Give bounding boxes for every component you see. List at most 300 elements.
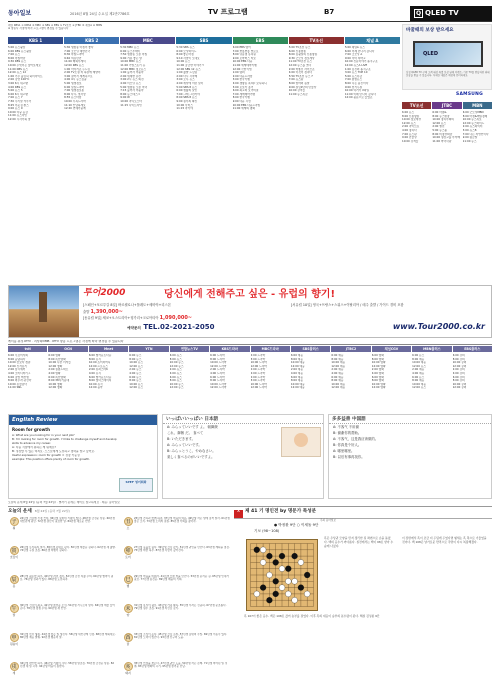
program-row: 4:00 이것이 정치다 [288, 71, 313, 75]
tv-image [413, 41, 483, 67]
program-row: 10:00 드라마 [210, 361, 227, 365]
program-row: 4:00 영화 [371, 371, 384, 375]
channel-header: MBC드라마 [251, 346, 290, 352]
program-row: 7:00 그래 그런거야 [176, 92, 200, 96]
program-row: 12:00 영화 [48, 386, 63, 390]
tower-shape [39, 292, 47, 322]
channel-column [89, 346, 128, 412]
program-row: 9:00 뉴스 9 [8, 107, 23, 111]
program-row: 8:00 다시, 첫사랑 [64, 92, 86, 96]
board-title: 기보 (98~108) [254, 529, 280, 534]
program-row: 6:00 예능 [331, 375, 344, 379]
banner-right-text: [서유럽 10일] 영국+프랑스+스위스+이탈리아 / 매주 출발 / 가이드 경비 포함 [291, 303, 404, 307]
program-row: 5:30 생방송 아침이 좋다 [64, 46, 94, 49]
program-row: 5:00 생생정보 [64, 81, 82, 85]
program-row: 10:00 다큐 공감 [8, 110, 28, 114]
program-row: 7:00 세계테마기행 [232, 92, 256, 96]
program-row: 12:00 드라마 [210, 386, 227, 390]
price-1: 1,390,000~ [90, 309, 123, 315]
program-row: 7:30 우리말 겨루기 [8, 99, 32, 103]
zodiac-icon: 辰 [11, 577, 17, 583]
program-row: 10:00 영화 [371, 382, 386, 386]
program-row: 6:00 엠카운트다운 [88, 354, 112, 357]
program-row: 6:00 뉴스 [129, 354, 142, 357]
program-row: 8:00 38사기동대 [48, 379, 70, 383]
black-stone [254, 547, 260, 553]
program-row: 8:00 뉴스 [169, 357, 182, 361]
program-row: 6:00 굿모닝MBN [462, 111, 484, 114]
footer-strip: 오늘의 운세 8월 24일 (음력 7월 22일) · 별자리 운세는 재미로 참고하세요 · 제공: 동아일보 [8, 501, 492, 507]
black-stone [279, 553, 285, 559]
horoscope-text: 31년생 휴식이 필요. 43년생 가족 화목. 55년생 투자는 신중히. 67년생 순조롭다. 79년생 실수 조심. 91년생 자신감 갖기. [134, 604, 227, 611]
program-row: 8:00 영화 [371, 357, 384, 361]
program-row: 6:00 예능 [331, 354, 344, 357]
channel-header: TV조선 [402, 102, 431, 109]
zodiac-icon: 未 [125, 606, 131, 612]
program-row: 6:00 뉴스투데이 [120, 49, 141, 53]
program-row: 8:00 싸우자 귀신아 [8, 379, 32, 383]
zodiac-icon: 申 [11, 635, 17, 641]
program-row: 10:00 뉴스 [169, 382, 184, 386]
program-row: 7:50 생방송 오늘 아침 [120, 53, 148, 57]
horoscope-text: 33년생 소식이 온다. 45년생 건강 주의. 57년생 뜻밖의 수입. 69년생 이동수 있다. 81년생 노력이 빛난다. 93년생 친구의 도움. [134, 633, 228, 640]
white-stone [285, 578, 291, 584]
channel-header: KBS드라마 [210, 346, 249, 352]
zodiac-badge [8, 633, 20, 660]
black-stone [304, 572, 310, 578]
program-row: 2:00 예능 [290, 368, 303, 372]
program-row: 8:00 예능 [412, 379, 425, 383]
program-row: 5:00 로보카 폴리 [232, 85, 254, 89]
program-row: 8:00 예능 [331, 379, 344, 383]
channel-column [402, 102, 431, 143]
english-sub: Room for growth [12, 427, 51, 432]
program-row: 10:00 무엇이든 물어보세요 [8, 63, 41, 67]
zodiac-name: 돼지 [125, 671, 131, 675]
program-row: 5:00 뉴스 5 [8, 89, 23, 93]
horoscope-item [122, 662, 230, 689]
program-row: 8:00 뉴스 [129, 357, 142, 361]
program-row: 12:00 신서유기 [8, 364, 27, 368]
program-row: 12:00 예능 [290, 364, 305, 368]
program-row: 10:00 쇼미더머니 [88, 361, 111, 365]
program-row: 12:00 강의 [452, 364, 467, 368]
program-row: 2:00 뉴스파이터 [462, 125, 483, 129]
lesson-line: B: みらっとうこ、やめなさい。 [167, 449, 216, 453]
program-row: 6:00 드라마 [250, 354, 266, 357]
program-row: 8:00 아침마당 [8, 56, 26, 60]
price-2: 1,090,000~ [159, 315, 192, 321]
q-logo-icon: Q [415, 10, 422, 17]
zodiac-icon: 酉 [125, 635, 131, 641]
program-row: 6:00 아침& [432, 111, 447, 114]
program-row: 8:00 예능 [290, 357, 303, 361]
program-row: 8:00 한국기행 [232, 96, 250, 100]
program-row: 9:40 여유만만 [64, 56, 82, 60]
program-row: 10:00 영화 [371, 361, 386, 365]
program-row: 7:00 종합뉴스 [344, 78, 363, 82]
baduk-title: 제 41 기 명인전 by 명문가 특성분 [245, 509, 317, 514]
lesson-line: A: 다음 직장에서 원하는 게 뭐예요? [12, 446, 56, 449]
broadcast-schedule [8, 37, 400, 283]
program-row: 10:00 드라마 [210, 382, 227, 386]
program-row: 9:00 기분 좋은 날 [120, 56, 142, 60]
program-row: 9:00 질투의 화신 [176, 99, 198, 103]
zodiac-name: 닭 [126, 642, 130, 646]
program-row: 10:00 예능 [290, 361, 305, 365]
program-row: 4:00 영화 [48, 371, 61, 375]
zodiac-badge [8, 575, 20, 602]
horoscope-text: 29년생 마음을 비워라. 41년생 오랜 벗을 만난다. 53년생 문서운 길. 65년생 인내가 필요. 77년생 승진운. 89년생 배움의 기회. [134, 575, 229, 582]
horoscope-item [8, 546, 116, 573]
program-row: 3:00 2시 뉴스 외전 [120, 78, 144, 82]
tour-logo: 투어2000 [83, 288, 126, 298]
horoscope-head [8, 509, 230, 517]
horoscope-item [122, 517, 230, 544]
program-row: 10:00 혼술남녀 [8, 382, 27, 386]
program-row: 12:00 시사기획 창 [8, 117, 31, 121]
program-row: 5:30 MBC 뉴스 [120, 46, 140, 49]
program-row: 1:00 출발 드림팀 [176, 71, 198, 75]
program-row: 9:30 KBS 뉴스 [8, 60, 27, 64]
program-row: 4:00 생방송 톡!톡! 보니하니 [232, 81, 267, 85]
program-row: 8:00 김광일의 신통방통 [288, 53, 318, 57]
japanese-head: いっぱいいっぱい 日本語 [163, 415, 323, 424]
channel-column [210, 346, 249, 412]
channel-header: KBS 2 [64, 37, 119, 44]
program-row: 5:00 생방송 오늘 저녁 [120, 85, 148, 89]
lesson-line: B: I'm looking for room for growth. I'd like to challenge myself and develop [12, 438, 117, 441]
program-row: 2:00 영화 [371, 368, 384, 372]
program-row: 12:00 영화 [48, 364, 63, 368]
channel-column [463, 102, 492, 143]
program-row: 6:00 최고의 요리비결 [232, 89, 259, 93]
program-row: 10:00 신문이야기 돌직구쇼 [344, 60, 378, 64]
program-row: 10:00 강적들 [402, 139, 419, 143]
program-row: 4:00 세상에 이런 일이 [176, 81, 204, 85]
baduk-head [234, 509, 492, 519]
white-stone [279, 566, 285, 572]
program-row: 12:00 뉴스 [169, 364, 184, 368]
program-row: 9:00 닥터 지바고 [344, 56, 366, 60]
program-row: 11:00 TV조선 뉴스 [288, 60, 313, 64]
program-row: 7:15 불어라 미풍아 [120, 89, 144, 93]
program-row: 8:00 SBS 8 뉴스 [176, 96, 198, 100]
program-row: 10:00 예능 [290, 382, 305, 386]
zodiac-name: 원숭이 [9, 642, 19, 646]
program-row: 11:00 세계의 명화 [232, 107, 255, 111]
baduk-commentary-1: 흑은 우상귀 모양을 먼저 정리한 뒤 좌변으로 손을 돌렸다. 백의 응수가 까다롭다. 실전에서는 백이 98로 받아 수습에 나섰다. [324, 536, 394, 548]
program-row: 6:00 뉴스 [169, 354, 182, 357]
program-row: 1:00 이야기쇼 두드림 [64, 67, 91, 71]
program-row: 6:00 예능 [290, 354, 303, 357]
zodiac-name: 소 [126, 526, 130, 530]
channel-header: SBS [176, 37, 231, 44]
channel-column [48, 346, 87, 412]
program-row: 10:00 정보세상 [402, 118, 421, 122]
program-row: 3:00 오후 뉴스 [176, 78, 195, 82]
lesson-line: B: いただきます。 [167, 437, 196, 441]
program-row: 10:00 뮤직 [88, 382, 103, 386]
program-row: 5:00 채널A 뉴스 [344, 46, 365, 49]
program-row: 11:00 KBS 뉴스 [8, 67, 28, 71]
zodiac-badge [122, 633, 134, 660]
channel-column [170, 346, 209, 412]
zodiac-badge [122, 575, 134, 602]
program-row: 1:00 불어라 미풍아 [120, 71, 144, 75]
banner-line-1: [스페인+포르투갈 8일] 바르셀로나+톨레도+세비야+리스본 [83, 303, 171, 307]
program-row: 5:00 뉴스룸 [432, 128, 448, 132]
program-row: 9:00 천기누설 [344, 85, 363, 89]
zodiac-icon: 巳 [125, 577, 131, 583]
program-row: 8:00 좋은아침 [176, 53, 194, 57]
program-row: 2:00 썰전 [432, 125, 445, 129]
black-stone [273, 559, 279, 565]
channel-column [64, 37, 119, 283]
program-row: 4:00 뮤직 [88, 371, 101, 375]
program-row: 10:00 예능 [412, 361, 426, 365]
program-row: 12:00 SBS 12 뉴스 [176, 67, 201, 71]
program-row: 12:00 드라마 [210, 364, 227, 368]
program-row: 11:00 궁금한 이야기 Y [176, 63, 204, 67]
program-row: 12:20 연예가중계 [64, 107, 86, 111]
program-row: 5:00 SBS 8 뉴스 [176, 85, 198, 89]
tv-label: QLED [423, 51, 439, 57]
channel-header: EBS플러스 [453, 346, 492, 352]
program-row: 8:00 뉴스현장 [432, 114, 450, 118]
baduk-sponsor: 주최 동아일보 [320, 519, 336, 522]
channel-column [345, 37, 400, 283]
program-row: 3:00 걸어서 세계속으로 [64, 74, 93, 78]
white-stone [260, 559, 266, 565]
program-row: 2:00 라이브쇼 [402, 125, 420, 129]
tour-banner-ad[interactable] [8, 285, 492, 338]
lesson-line: skills to advance my career. [12, 442, 52, 445]
program-row: 5:50 TV조선 뉴스 7 [288, 74, 313, 78]
program-row: 9:00 황금알 [462, 136, 478, 140]
program-row: 2:00 강연 100°C [8, 78, 30, 82]
channel-header: KBS 1 [8, 37, 63, 44]
lesson-line: A: 不客气 不用谢 [333, 425, 359, 429]
program-row: 9:30 굿모닝 정보세상 [288, 56, 315, 60]
qled-ad-logo [410, 6, 492, 21]
lesson-line: 楽しく食べるのがいいですよ。 [167, 455, 215, 459]
zodiac-badge [8, 662, 20, 689]
program-row: 12:00 뉴스 [432, 121, 447, 125]
program-row: 8:00 드라마 [210, 357, 225, 361]
channel-column [291, 346, 330, 412]
zodiac-name: 뱀 [126, 584, 130, 588]
program-row: 5:00 뉴스특급 [344, 74, 363, 78]
horoscope-item [8, 633, 116, 660]
white-stone [254, 591, 260, 597]
channel-header: MBN [463, 102, 492, 109]
program-row: 12:00 KBS 뉴스 [64, 63, 85, 67]
program-row: 7:00 생생정보통 [64, 89, 85, 93]
program-row: 4:00 드라마 [250, 371, 266, 375]
zodiac-name: 호랑이 [9, 555, 19, 559]
program-row: 10:00 수목드라마 [64, 99, 86, 103]
zodiac-name: 토끼 [125, 555, 131, 559]
samsung-promo [402, 24, 492, 90]
white-stone [298, 559, 304, 565]
program-row: 11:00 뉴스라인 [8, 114, 27, 118]
program-row: 4:00 코미디빅리그 [8, 371, 31, 375]
program-row: 6:00 뉴스 [129, 375, 142, 379]
program-row: 6:00 특선영화 [48, 375, 66, 379]
program-row: 11:00 SNL [8, 386, 22, 390]
lesson-line: これ、御飯 だ。 食べて [167, 431, 204, 435]
black-stone [266, 597, 272, 603]
zodiac-icon: 丑 [125, 519, 131, 525]
program-row: 10:00 EBS 다큐프라임 [232, 103, 261, 107]
channel-column [120, 37, 175, 283]
channel-header: JTBC2 [331, 346, 370, 352]
black-stone [273, 578, 279, 584]
banner-url[interactable]: www.Tour2000.co.kr [392, 322, 485, 331]
lesson-line: A: 哪里哪里。 [333, 449, 355, 453]
channel-header: OCN [48, 346, 87, 352]
horoscope-item [122, 575, 230, 602]
issue-date: 2016년 8월 24일 수요일 제2만7786호 [70, 12, 130, 16]
program-row: 11:00 뉴스 [462, 139, 477, 143]
program-row: 10:00 EBS 다큐 [232, 60, 253, 64]
horoscope-item [122, 633, 230, 660]
program-row: 12:00 음악 [88, 386, 103, 390]
program-row: 12:00 뉴스 [402, 121, 416, 125]
page-number: B7 [324, 8, 335, 16]
channel-header: 연합뉴스TV [170, 346, 209, 352]
program-row: 8:00 아침&매일경제 [462, 114, 488, 118]
program-row: 4:00 예능 [290, 371, 303, 375]
horoscope-item [8, 575, 116, 602]
channel-header: TV조선 [289, 37, 344, 44]
zodiac-badge [122, 662, 134, 689]
program-row: 8:00 예능 [290, 379, 303, 383]
program-row: 2:00 드라마 [210, 368, 225, 372]
program-row: 12:00 프로듀스 [88, 364, 108, 368]
program-row: 4:00 드라마 [210, 371, 225, 375]
program-row: 8:00 예능 [331, 357, 344, 361]
program-row: 8:00 엄마의 봄날 [288, 81, 310, 85]
lesson-line: B: 以后有事再找你。 [333, 455, 365, 459]
program-row: 7:00 굿모닝 대한민국 [64, 49, 91, 53]
program-row: 8:00 영화 [371, 379, 384, 383]
europe-photo [9, 286, 79, 337]
program-row: 8:00 뉴스 [169, 379, 182, 383]
lesson-line: B: 你真是个好人。 [333, 443, 362, 447]
program-row: 4:00 4시 뉴스집중 [64, 78, 87, 82]
program-row: 10:00 뉴스 [176, 60, 191, 64]
program-row: 4:00 뉴스 [169, 371, 182, 375]
program-row: 2:00 다시 시작해 [176, 74, 198, 78]
program-row: 11:00 리얼스토리 눈 [120, 63, 146, 67]
program-row: 12:00 영화 [371, 364, 386, 368]
horoscope-title: 오늘의 운세 [8, 509, 32, 514]
program-row: 8:00 드라마 [250, 379, 266, 383]
program-row: 8:30 아침드라마 [64, 53, 85, 57]
program-row: 6:00 영화 [371, 354, 384, 357]
program-row: 8:00 드라마 [210, 379, 225, 383]
program-row: 6:00 드라마 [250, 375, 266, 379]
zodiac-badge [8, 517, 20, 544]
program-row: 6:00 수요미식회 [8, 354, 28, 357]
zodiac-icon: 卯 [125, 548, 131, 554]
program-row: 2:00 다큐프라임 [232, 74, 253, 78]
horoscope-item [8, 604, 116, 631]
program-row: 6:00 KBS 뉴스광장 [8, 49, 32, 53]
program-row: 7:00 뉴스판 [288, 78, 304, 82]
go-board-svg [247, 540, 317, 610]
program-row: 10:00 뉴스 [129, 361, 144, 365]
channel-column [176, 37, 231, 283]
channel-legend-note: ※ 방송사 사정에 따라 프로그램이 변경될 수 있습니다 [8, 27, 69, 31]
phone-number: TEL.02-2021-2050 [143, 323, 215, 331]
program-row: 10:00 뉴스 [169, 361, 184, 365]
channel-column [432, 102, 461, 143]
zodiac-badge [122, 546, 134, 573]
program-row: 11:15 자기야 [176, 107, 193, 111]
banner-line-3 [83, 315, 192, 321]
program-row: 1:00 리우 올림픽 하이라이트 [8, 74, 43, 78]
black-stone [298, 585, 304, 591]
program-row: 8:00 뮤직 [88, 357, 101, 361]
program-row: 6:00 이제 만나러 갑니다 [344, 49, 375, 53]
program-row: 8:55 뉴스타임 [64, 96, 82, 100]
banner-phone [127, 323, 215, 332]
departure-label: 출발 [83, 310, 90, 314]
section-title: TV 프로그램 [208, 8, 248, 16]
program-row: 12:00 뉴스 [169, 386, 184, 390]
channel-header: 채널 A [345, 37, 400, 44]
right-panel [402, 24, 492, 283]
program-row: 6:00 뉴스 [402, 111, 415, 114]
horoscope-item [8, 662, 116, 689]
program-row: 8:25 이웃집 찰스 [8, 103, 29, 107]
black-stone [273, 591, 279, 597]
program-row: 7:00 굿모닝 A [344, 53, 363, 57]
program-row: 6:00 생활의 달인 [176, 89, 198, 93]
channel-column [233, 37, 288, 283]
zodiac-icon: 午 [11, 606, 17, 612]
program-row: 7:00 뽀롱뽀롱 뽀로로 [232, 49, 259, 53]
banner-line-3-text: [동유럽 9일] 체코+오스트리아+헝가리+크로아티아 [83, 316, 159, 320]
program-row: 8:00 응답하라 [8, 357, 26, 361]
horoscope-text: 25년생 가족과 함께 하라. 37년생 마음의 여유. 49년생 작은 일에 집착 말라. 61년생 좋은 소식. 73년생 노력의 결실. 85년생 기회를 잡아라. [134, 517, 230, 524]
horoscope-text: 30년생 건강이 최고. 42년생 즐거운 소식. 54년생 서두르지 말라. 66년생 재물 들어온다. 78년생 경쟁 우위. 90년생 새 인연. [20, 604, 115, 611]
program-row: 2:00 드라마 [250, 368, 266, 372]
program-row: 11:00 마녀사냥 [432, 139, 452, 143]
lesson-line: A: みらっていいです よ。 朝御飯 [167, 425, 218, 429]
channel-header: tvN [8, 346, 47, 352]
horoscope-text: 26년생 무리하지 말라. 38년생 뜻대로 된다. 50년생 재물운 길하다. 62년생 새 출발. 74년생 구설 조심. 86년생 여행이 길하다. [20, 546, 116, 553]
zodiac-name: 말 [12, 613, 16, 617]
program-row: 12:00 풍문으로 들었쇼 [344, 96, 373, 100]
zodiac-badge [122, 517, 134, 544]
program-row: 6:00 뉴스 [412, 354, 425, 357]
program-row: 9:10 사랑이 오네요 [176, 56, 200, 60]
program-row: 8:00 나는 몸신이다 [344, 81, 369, 85]
program-row: 12:00 MBC 정오뉴스 [120, 67, 147, 71]
program-row: 2:00 TV소설 저 하늘에 태양이 [64, 71, 101, 75]
program-row: 10:00 강의 [452, 361, 467, 365]
program-row: 8:00 드라마 [250, 357, 266, 361]
program-row: 6:00 영화 [48, 354, 61, 357]
program-row: 8:00 신통방통 [402, 114, 420, 118]
program-row: 4:00 예능 [412, 371, 425, 375]
chinese-head: 多多益善 中国語 [329, 415, 491, 424]
channel-header: YTN [129, 346, 168, 352]
